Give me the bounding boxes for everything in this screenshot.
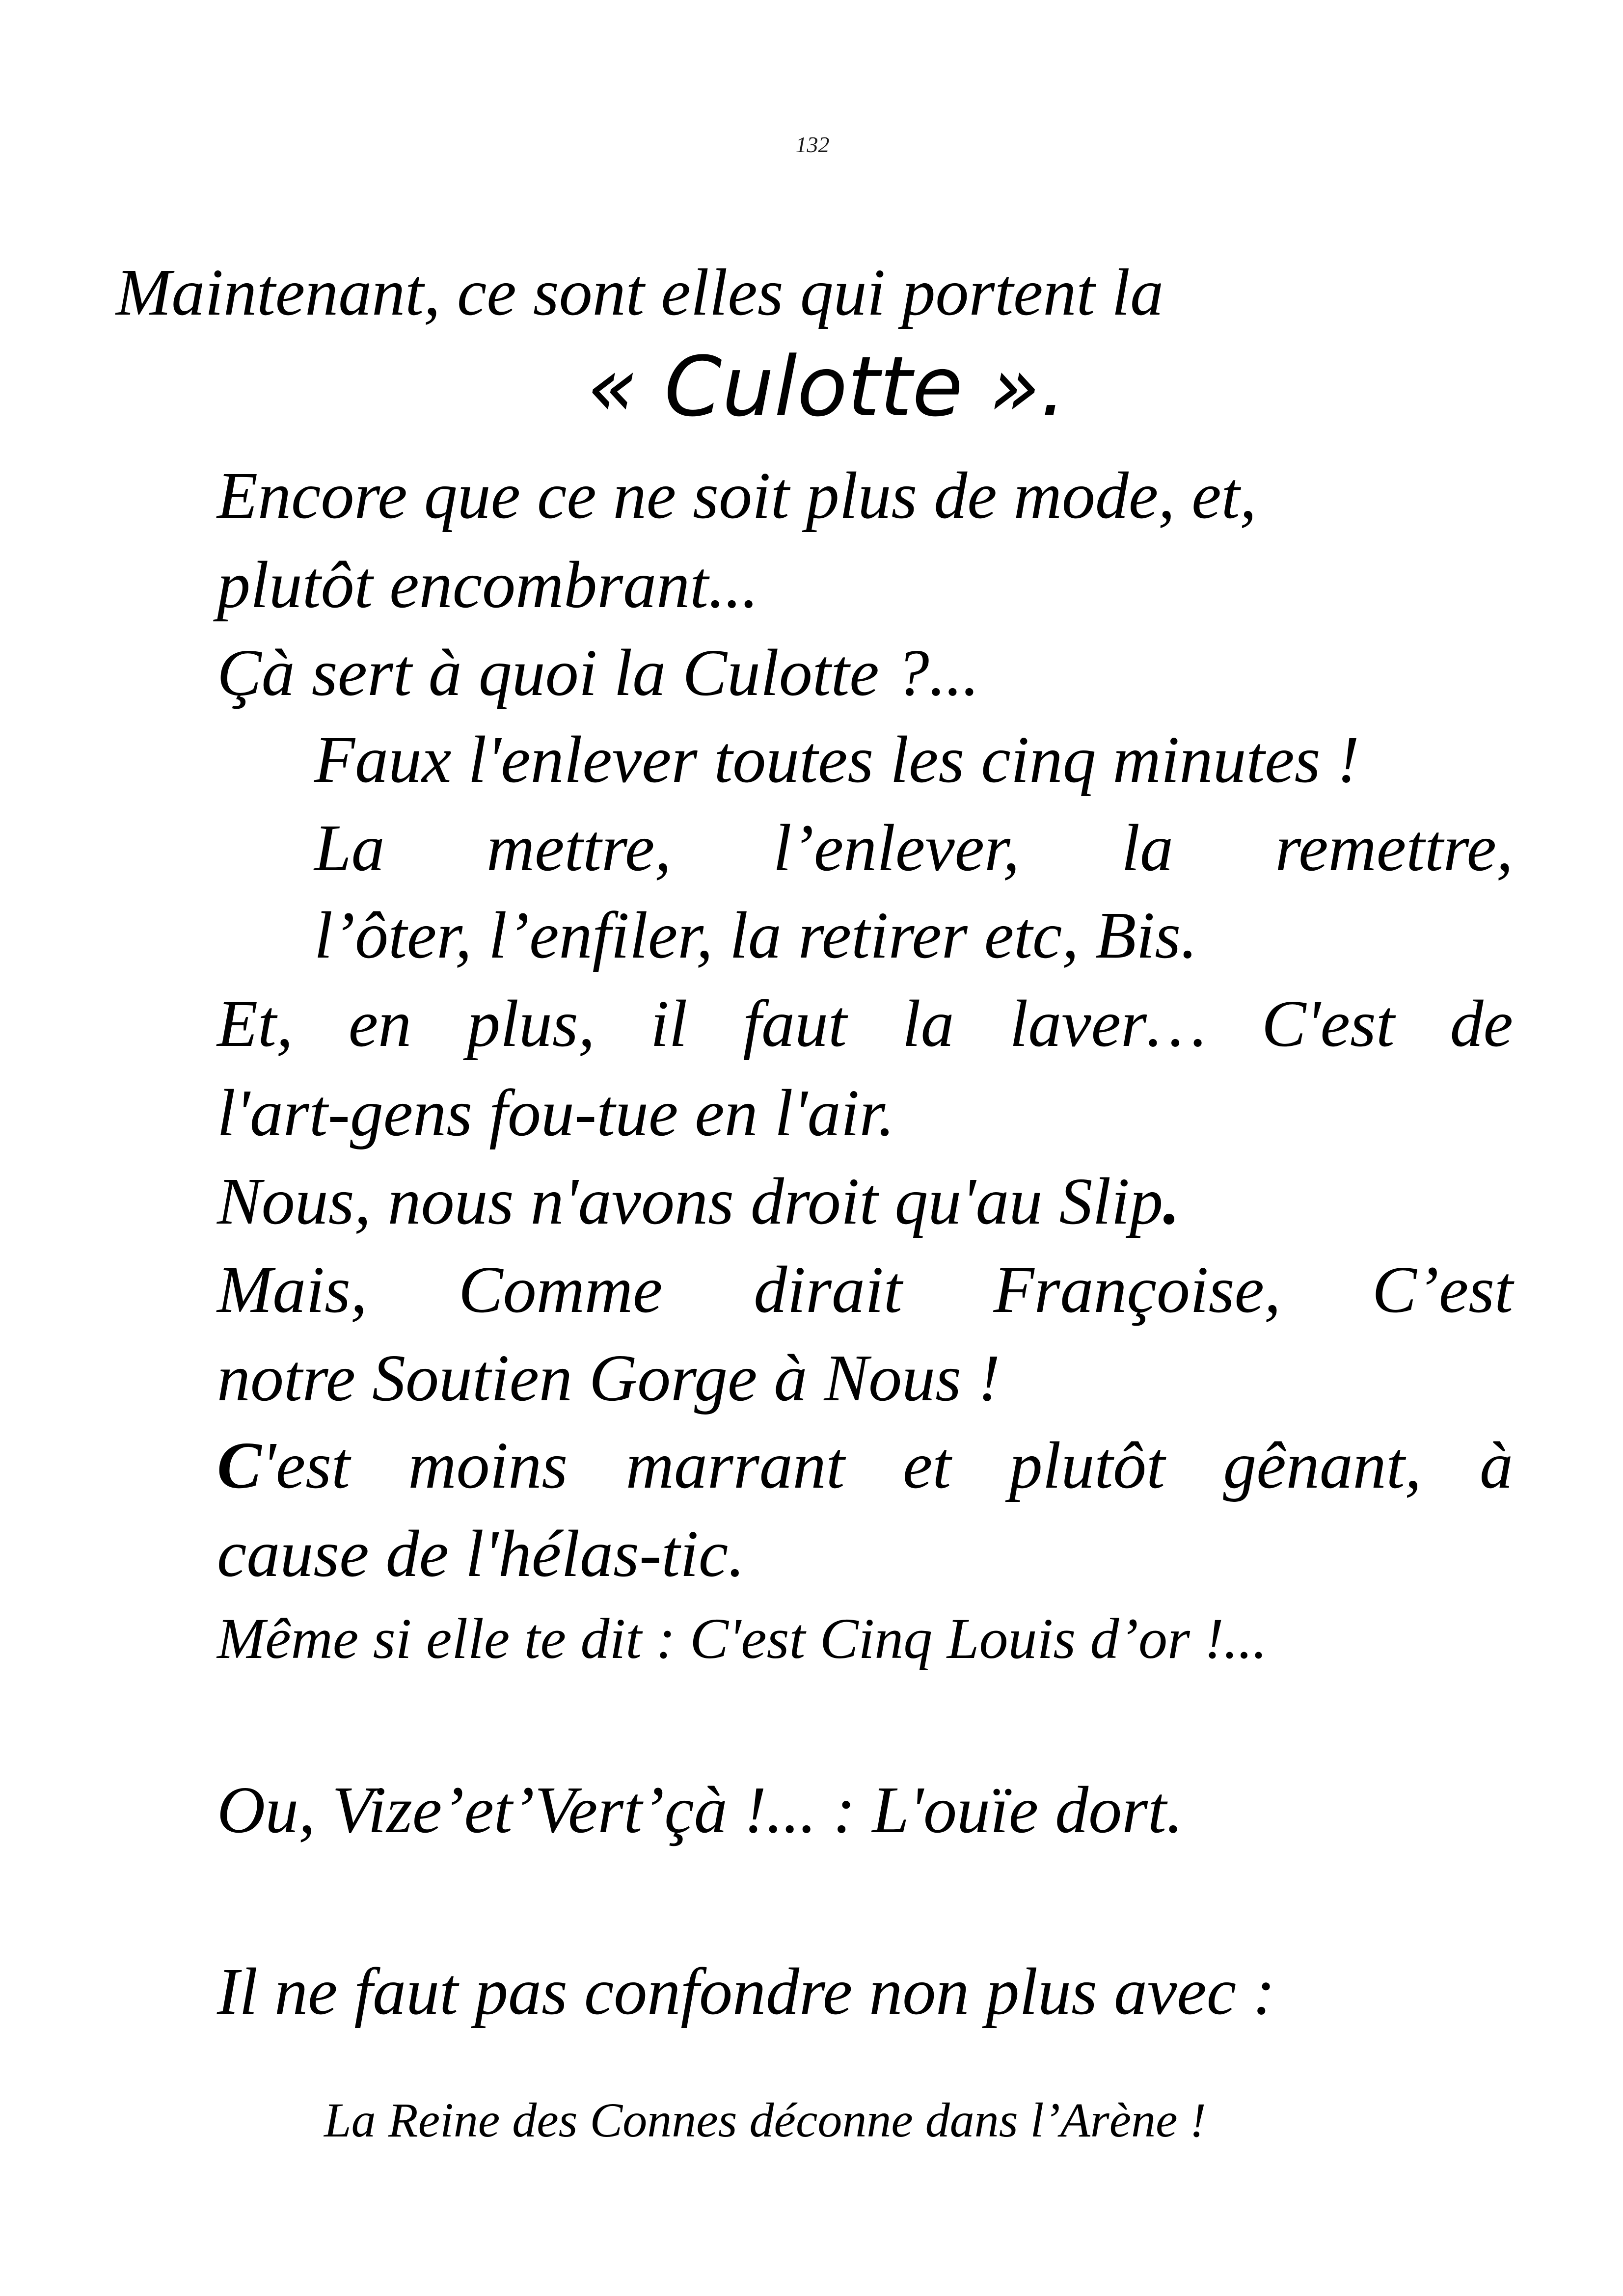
line-13: cause de l'hélas-tic. (217, 1517, 745, 1591)
line-9-bold-period: . (1163, 1165, 1180, 1238)
line-12 (217, 1429, 1513, 1502)
line-8: l'art-gens fou-tue en l'air. (217, 1076, 895, 1150)
line-9-text: Nous, nous n'avons droit qu'au Slip (217, 1165, 1163, 1238)
intro-line: Maintenant, ce sont elles qui portent la (116, 256, 1164, 329)
line-7: Et, en plus, il faut la laver… C'est de (217, 987, 1513, 1061)
page-number: 132 (795, 132, 830, 157)
line-3: Çà sert à quoi la Culotte ?... (217, 636, 979, 710)
line-1: Encore que ce ne soit plus de mode, et, (217, 459, 1257, 533)
line-10: Mais, Comme dirait Françoise, C’est (217, 1253, 1513, 1327)
footer-line: La Reine des Connes déconne dans l’Arène ! (324, 2093, 1206, 2147)
line-12-text: 'est moins marrant et plutôt gênant, à (261, 1429, 1513, 1502)
line-12-bold-capital: C (217, 1429, 262, 1502)
line-2: plutôt encombrant... (217, 548, 759, 622)
line-9 (217, 1165, 1180, 1238)
culotte-title: « Culotte ». (587, 339, 1066, 435)
line-16: Il ne faut pas confondre non plus avec : (217, 1955, 1275, 2029)
line-6: l’ôter, l’enfiler, la retirer etc, Bis. (314, 899, 1198, 972)
line-5: La mettre, l’enlever, la remettre, (314, 811, 1513, 885)
line-15: Ou, Vize’et’Vert’çà !... : L'ouïe dort. (217, 1773, 1183, 1847)
line-14: Même si elle te dit : C'est Cinq Louis d’or !... (217, 1606, 1268, 1671)
line-4: Faux l'enlever toutes les cinq minutes ! (314, 723, 1359, 797)
line-11: notre Soutien Gorge à Nous ! (217, 1341, 1001, 1415)
